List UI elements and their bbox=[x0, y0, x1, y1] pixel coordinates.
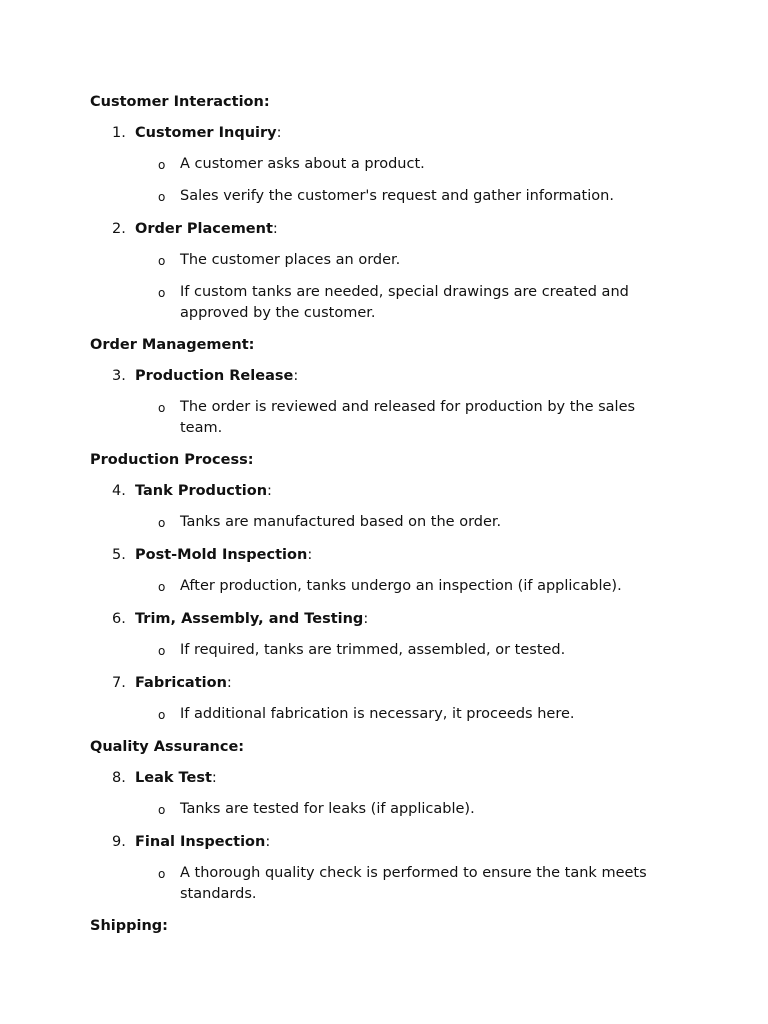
step-customer-inquiry bbox=[90, 123, 690, 208]
step-colon: : bbox=[265, 834, 271, 850]
step-trim-assembly-testing bbox=[90, 609, 690, 662]
bullet-list bbox=[90, 576, 690, 598]
step-colon: : bbox=[267, 483, 272, 499]
list-item bbox=[90, 799, 690, 821]
bullet-text: If custom tanks are needed, special drawings are created and approved by the customer. bbox=[180, 284, 629, 321]
bullet-list bbox=[90, 250, 690, 324]
section-quality-assurance bbox=[90, 737, 690, 905]
list-item bbox=[90, 576, 690, 598]
bullet-marker: o bbox=[158, 158, 166, 172]
step-colon: : bbox=[363, 611, 369, 627]
step-number: 1. bbox=[112, 125, 126, 141]
list-item bbox=[90, 397, 690, 439]
bullet-list bbox=[90, 799, 690, 821]
bullet-text: If additional fabrication is necessary, it proceeds here. bbox=[180, 706, 575, 722]
bullet-list bbox=[90, 640, 690, 662]
step-title: Tank Production bbox=[135, 483, 268, 499]
step-fabrication bbox=[90, 673, 690, 726]
step-colon: : bbox=[226, 675, 232, 691]
document-body bbox=[90, 92, 690, 947]
bullet-text: If required, tanks are trimmed, assembled, or tested. bbox=[180, 642, 566, 658]
step-number: 9. bbox=[112, 834, 126, 850]
step-title: Trim, Assembly, and Testing bbox=[135, 611, 364, 627]
bullet-marker: o bbox=[158, 867, 166, 881]
bullet-marker: o bbox=[158, 708, 166, 722]
bullet-list bbox=[90, 154, 690, 208]
section-heading: Order Management: bbox=[90, 337, 255, 353]
step-colon: : bbox=[307, 547, 313, 563]
bullet-marker: o bbox=[158, 644, 166, 658]
step-number: 7. bbox=[112, 675, 126, 691]
bullet-list bbox=[90, 863, 690, 905]
step-production-release bbox=[90, 366, 690, 439]
section-heading: Production Process: bbox=[90, 452, 254, 468]
step-colon: : bbox=[293, 368, 299, 384]
step-number: 3. bbox=[112, 368, 126, 384]
step-number: 5. bbox=[112, 547, 126, 563]
bullet-marker: o bbox=[158, 580, 166, 594]
step-title: Order Placement bbox=[135, 221, 273, 237]
bullet-text: A thorough quality check is performed to ensure the tank meets standards. bbox=[180, 865, 647, 902]
step-title: Fabrication bbox=[135, 675, 227, 691]
bullet-text: Tanks are tested for leaks (if applicable). bbox=[180, 801, 475, 817]
list-item bbox=[90, 154, 690, 176]
section-heading: Quality Assurance: bbox=[90, 739, 245, 755]
step-number: 4. bbox=[112, 483, 126, 499]
section-production-process bbox=[90, 450, 690, 726]
step-leak-test bbox=[90, 768, 690, 821]
step-final-inspection bbox=[90, 832, 690, 905]
bullet-marker: o bbox=[158, 803, 166, 817]
bullet-list bbox=[90, 397, 690, 439]
list-item bbox=[90, 250, 690, 272]
step-colon: : bbox=[211, 770, 217, 786]
bullet-text: Tanks are manufactured based on the order. bbox=[180, 514, 502, 530]
list-item bbox=[90, 863, 690, 905]
bullet-list bbox=[90, 512, 690, 534]
step-title: Final Inspection bbox=[135, 834, 266, 850]
step-title: Leak Test bbox=[135, 770, 212, 786]
list-item bbox=[90, 186, 690, 208]
bullet-text: The order is reviewed and released for production by the sales team. bbox=[180, 399, 636, 436]
step-title: Production Release bbox=[135, 368, 294, 384]
bullet-marker: o bbox=[158, 190, 166, 204]
bullet-marker: o bbox=[158, 286, 166, 300]
section-heading: Customer Interaction: bbox=[90, 94, 270, 110]
bullet-list bbox=[90, 704, 690, 726]
bullet-marker: o bbox=[158, 401, 166, 415]
list-item bbox=[90, 704, 690, 726]
step-number: 2. bbox=[112, 221, 126, 237]
step-tank-production bbox=[90, 481, 690, 534]
list-item bbox=[90, 640, 690, 662]
section-shipping bbox=[90, 916, 690, 936]
bullet-marker: o bbox=[158, 516, 166, 530]
step-number: 6. bbox=[112, 611, 126, 627]
step-colon: : bbox=[276, 125, 282, 141]
step-order-placement bbox=[90, 219, 690, 324]
list-item bbox=[90, 512, 690, 534]
section-order-management bbox=[90, 335, 690, 439]
step-post-mold-inspection bbox=[90, 545, 690, 598]
list-item bbox=[90, 282, 690, 324]
step-colon: : bbox=[272, 221, 278, 237]
section-customer-interaction bbox=[90, 92, 690, 324]
bullet-text: A customer asks about a product. bbox=[180, 156, 425, 172]
bullet-text: The customer places an order. bbox=[180, 252, 401, 268]
bullet-text: After production, tanks undergo an inspection (if applicable). bbox=[180, 578, 622, 594]
bullet-marker: o bbox=[158, 254, 166, 268]
section-heading: Shipping: bbox=[90, 918, 168, 934]
bullet-text: Sales verify the customer's request and gather information. bbox=[180, 188, 614, 204]
step-title: Post-Mold Inspection bbox=[135, 547, 308, 563]
step-title: Customer Inquiry bbox=[135, 125, 277, 141]
step-number: 8. bbox=[112, 770, 126, 786]
